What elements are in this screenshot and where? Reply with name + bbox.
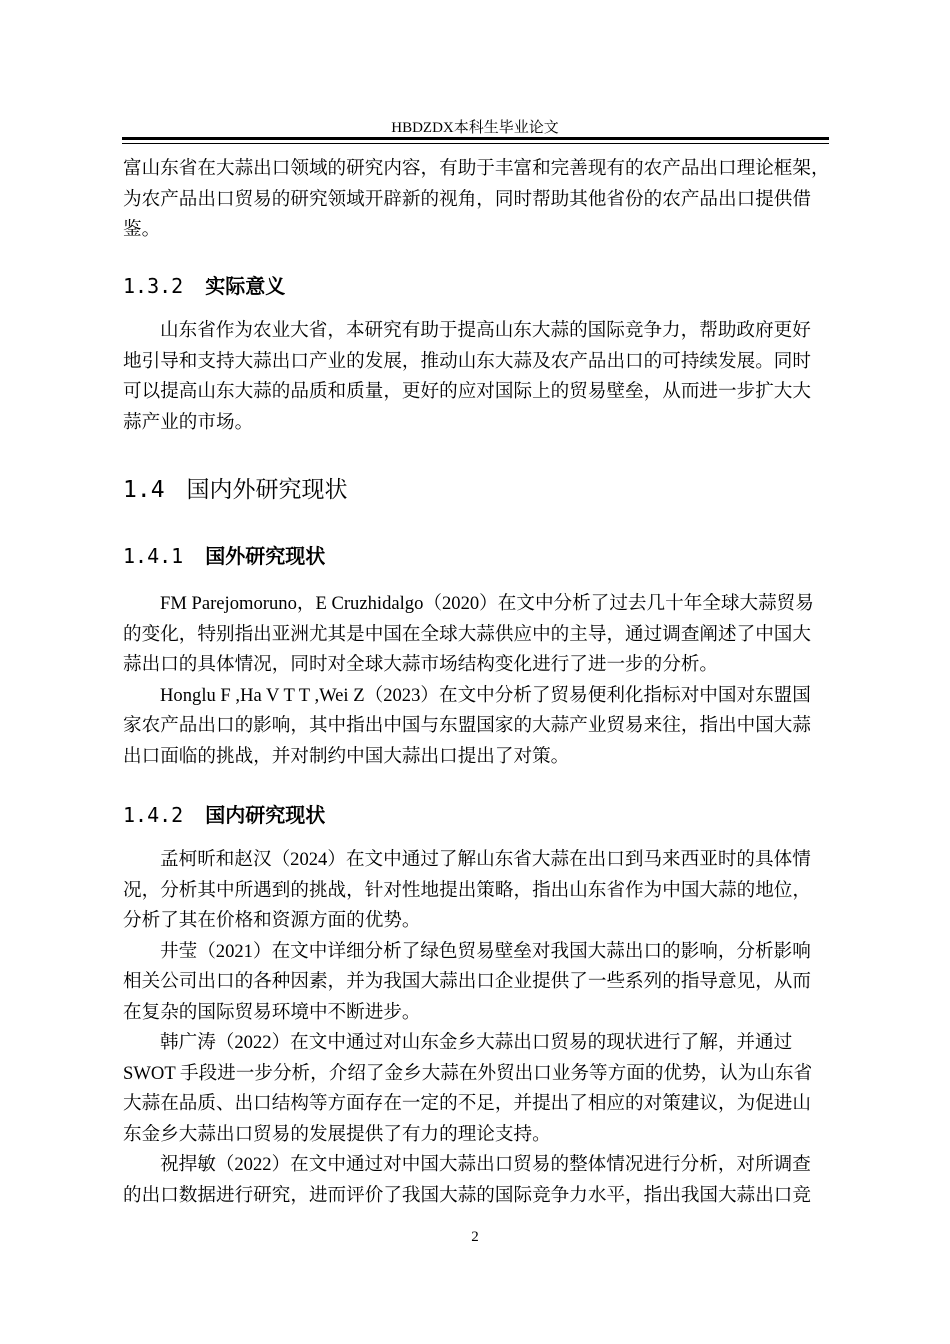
- text-line: 鉴。: [123, 219, 161, 240]
- text-line: 富山东省在大蒜出口领域的研究内容，有助于丰富和完善现有的农产品出口理论框架，: [123, 158, 830, 179]
- text-line: 祝捍敏（2022）在文中通过对中国大蒜出口贸易的整体情况进行分析，对所调查: [160, 1154, 811, 1175]
- heading-title: 国内外研究现状: [186, 477, 348, 503]
- text-line: 井莹（2021）在文中详细分析了绿色贸易壁垒对我国大蒜出口的影响，分析影响: [160, 940, 811, 962]
- heading-number: 1.4: [123, 477, 165, 503]
- paragraph: [123, 845, 829, 1211]
- heading-title: 国外研究现状: [205, 544, 326, 568]
- text-line: 况，分析其中所遇到的挑战，针对性地提出策略，指出山东省作为中国大蒜的地位，: [123, 879, 811, 901]
- heading-number: 1.4.2: [123, 803, 184, 827]
- text-line: FM Parejomoruno，E Cruzhidalgo（2020）在文中分析了过去几十年全球大蒜贸易: [160, 593, 814, 614]
- text-line: SWOT 手段进一步分析，介绍了金乡大蒜在外贸出口业务等方面的优势，认为山东省: [123, 1062, 813, 1084]
- text-line: 分析了其在价格和资源方面的优势。: [123, 910, 421, 931]
- text-line: 山东省作为农业大省，本研究有助于提高山东大蒜的国际竞争力，帮助政府更好: [160, 320, 811, 341]
- text-line: 东金乡大蒜出口贸易的发展提供了有力的理论支持。: [123, 1123, 551, 1145]
- paragraph: [123, 154, 829, 246]
- running-header: HBDZDX本科生毕业论文: [391, 120, 559, 136]
- text-line: 韩广涛（2022）在文中通过对山东金乡大蒜出口贸易的现状进行了解，并通过: [160, 1032, 793, 1053]
- section-heading-1-4-2: [123, 799, 325, 828]
- text-line: 相关公司出口的各种因素，并为我国大蒜出口企业提供了一些系列的指导意见，从而: [123, 971, 811, 992]
- text-line: 为农产品出口贸易的研究领域开辟新的视角，同时帮助其他省份的农产品出口提供借: [123, 188, 811, 210]
- heading-title: 国内研究现状: [205, 803, 326, 827]
- text-line: 地引导和支持大蒜出口产业的发展，推动山东大蒜及农产品出口的可持续发展。同时: [123, 350, 811, 372]
- page-number: 2: [471, 1229, 479, 1245]
- section-heading-1-4: [123, 471, 348, 504]
- heading-title: 实际意义: [205, 274, 286, 298]
- text-line: Honglu F ,Ha V T T ,Wei Z（2023）在文中分析了贸易便利化指标对中国对东盟国: [160, 684, 811, 706]
- paragraph: [123, 589, 829, 772]
- text-line: 的出口数据进行研究，进而评价了我国大蒜的国际竞争力水平，指出我国大蒜出口竞: [123, 1184, 811, 1206]
- heading-number: 1.3.2: [123, 274, 184, 298]
- text-line: 蒜产业的市场。: [123, 411, 254, 433]
- text-line: 出口面临的挑战，并对制约中国大蒜出口提出了对策。: [123, 745, 570, 767]
- header-rule-thin: [122, 143, 829, 144]
- text-line: 孟柯昕和赵汉（2024）在文中通过了解山东省大蒜在出口到马来西亚时的具体情: [160, 849, 811, 870]
- text-line: 蒜出口的具体情况，同时对全球大蒜市场结构变化进行了进一步的分析。: [123, 654, 719, 675]
- heading-number: 1.4.1: [123, 544, 184, 568]
- section-heading-1-3-2: [123, 270, 285, 299]
- text-line: 在复杂的国际贸易环境中不断进步。: [123, 1001, 421, 1023]
- text-line: 大蒜在品质、出口结构等方面存在一定的不足，并提出了相应的对策建议，为促进山: [123, 1093, 811, 1114]
- header-rule-thick: [122, 137, 829, 140]
- text-line: 家农产品出口的影响，其中指出中国与东盟国家的大蒜产业贸易来往，指出中国大蒜: [123, 715, 811, 736]
- paragraph: [123, 316, 829, 438]
- text-line: 的变化，特别指出亚洲尤其是中国在全球大蒜供应中的主导，通过调查阐述了中国大: [123, 623, 811, 645]
- section-heading-1-4-1: [123, 540, 325, 569]
- text-line: 可以提高山东大蒜的品质和质量，更好的应对国际上的贸易壁垒，从而进一步扩大大: [123, 381, 811, 402]
